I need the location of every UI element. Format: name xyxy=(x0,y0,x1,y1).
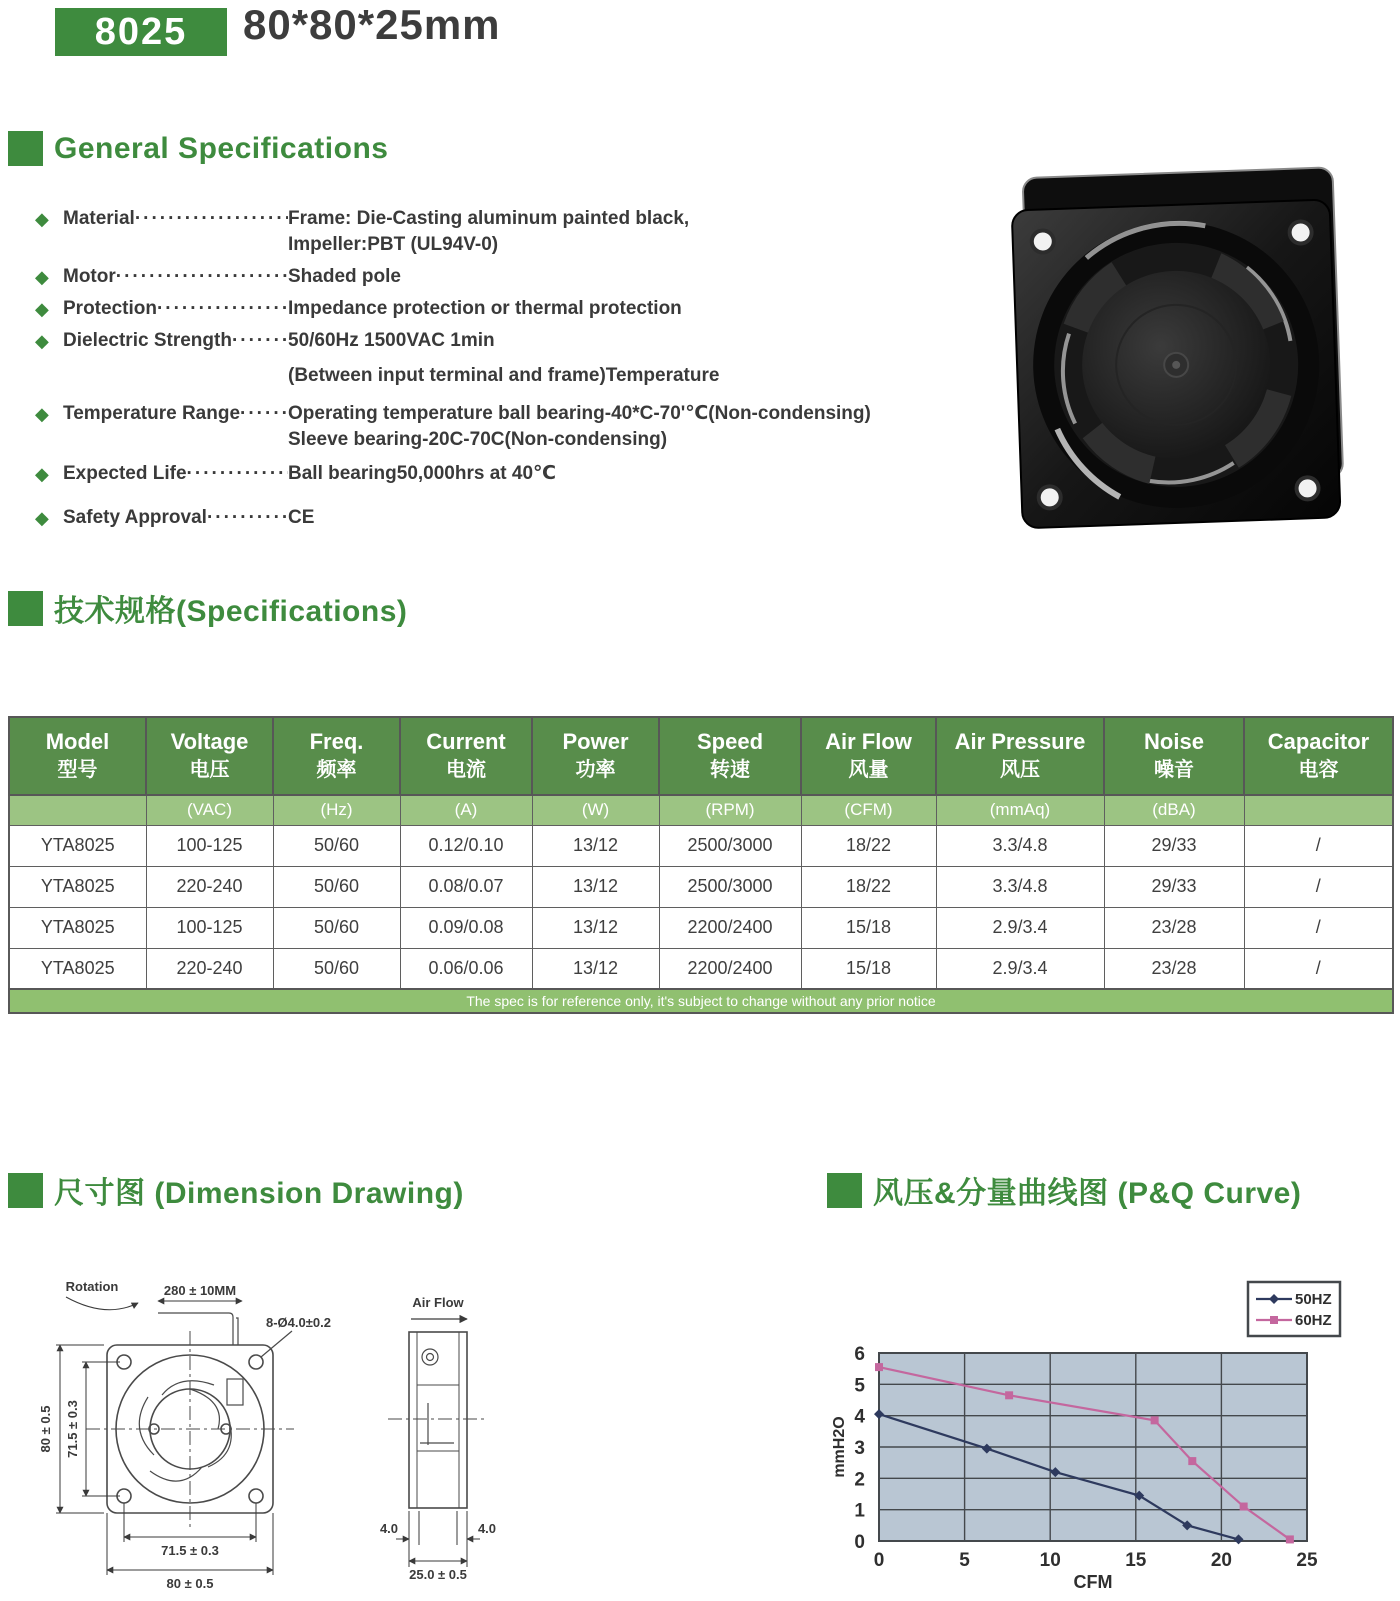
table-cell: 220-240 xyxy=(146,948,273,989)
table-cell: YTA8025 xyxy=(9,948,146,989)
y-tick-label: 3 xyxy=(854,1438,865,1459)
table-cell: 18/22 xyxy=(801,866,936,907)
dim-flange-left: 4.0 xyxy=(379,1521,399,1536)
column-header: Current 电流 xyxy=(400,717,532,795)
spec-item-protection xyxy=(35,296,980,322)
dotted-leader xyxy=(207,505,288,531)
column-header: Air Flow 风量 xyxy=(801,717,936,795)
column-unit: (Hz) xyxy=(273,795,400,825)
data-point-marker xyxy=(1005,1391,1013,1399)
table-cell: 3.3/4.8 xyxy=(936,866,1104,907)
table-cell: 15/18 xyxy=(801,948,936,989)
column-unit: (VAC) xyxy=(146,795,273,825)
y-tick-label: 5 xyxy=(854,1375,865,1397)
table-cell: 2.9/3.4 xyxy=(936,907,1104,948)
dotted-leader xyxy=(116,264,288,290)
spec-item-expected-life xyxy=(35,461,980,487)
spec-label: Safety Approval xyxy=(63,507,207,528)
green-square-icon xyxy=(8,591,43,626)
fan-photo xyxy=(995,165,1350,543)
table-cell: 13/12 xyxy=(532,866,659,907)
dotted-leader xyxy=(187,461,288,487)
spec-value-line: 50/60Hz 1500VAC 1min xyxy=(288,330,495,351)
dim-depth: 25.0 ± 0.5 xyxy=(409,1567,467,1582)
table-cell: / xyxy=(1244,825,1393,866)
column-unit: (CFM) xyxy=(801,795,936,825)
y-tick-label: 6 xyxy=(854,1344,865,1365)
dim-air-flow-label: Air Flow xyxy=(412,1295,464,1310)
column-unit xyxy=(9,795,146,825)
table-cell: 29/33 xyxy=(1104,866,1244,907)
column-header: Power 功率 xyxy=(532,717,659,795)
y-tick-label: 2 xyxy=(854,1469,865,1491)
column-header: Speed 转速 xyxy=(659,717,801,795)
table-cell: 2500/3000 xyxy=(659,866,801,907)
x-axis-label: CFM xyxy=(1073,1572,1113,1592)
page-title: 80*80*25mm xyxy=(243,1,501,48)
table-row xyxy=(9,866,1393,907)
spec-item-motor xyxy=(35,264,980,290)
spec-value-line: Impedance protection or thermal protection xyxy=(288,298,682,319)
table-row xyxy=(9,825,1393,866)
table-cell: 100-125 xyxy=(146,907,273,948)
table-cell: YTA8025 xyxy=(9,866,146,907)
diamond-bullet-icon: ◆ xyxy=(35,404,49,424)
spec-table xyxy=(8,716,1394,1014)
table-cell: 50/60 xyxy=(273,907,400,948)
column-unit: (W) xyxy=(532,795,659,825)
x-tick-label: 10 xyxy=(1039,1550,1061,1571)
table-cell: 0.09/0.08 xyxy=(400,907,532,948)
table-cell: 0.06/0.06 xyxy=(400,948,532,989)
dim-holes-label: 8-Ø4.0±0.2 xyxy=(266,1315,331,1330)
spec-value-line: Ball bearing50,000hrs at 40℃ xyxy=(288,463,557,484)
diamond-bullet-icon: ◆ xyxy=(35,299,49,319)
spec-value-line: (Between input terminal and frame)Temperature xyxy=(288,365,720,386)
dim-height-inner: 71.5 ± 0.3 xyxy=(65,1400,80,1458)
column-header: Freq. 频率 xyxy=(273,717,400,795)
diamond-bullet-icon: ◆ xyxy=(35,508,49,528)
spec-item-safety-approval xyxy=(35,505,980,531)
spec-label: Expected Life xyxy=(63,463,187,484)
table-footnote: The spec is for reference only, it's subject to change without any prior notice xyxy=(9,989,1393,1013)
table-cell: 3.3/4.8 xyxy=(936,825,1104,866)
table-cell: / xyxy=(1244,907,1393,948)
table-cell: 13/12 xyxy=(532,907,659,948)
pq-chart-svg xyxy=(830,1270,1395,1601)
model-badge-text: 8025 xyxy=(94,10,188,53)
table-cell: 50/60 xyxy=(273,948,400,989)
diamond-bullet-icon: ◆ xyxy=(35,464,49,484)
table-cell: 100-125 xyxy=(146,825,273,866)
y-tick-label: 1 xyxy=(854,1500,865,1522)
table-cell: 2200/2400 xyxy=(659,948,801,989)
table-cell: 50/60 xyxy=(273,866,400,907)
spec-value-line: Frame: Die-Casting aluminum painted black, xyxy=(288,208,690,229)
data-point-marker xyxy=(875,1363,883,1371)
section-title: 技术规格(Specifications) xyxy=(54,595,408,628)
dotted-leader xyxy=(232,328,288,354)
pq-chart xyxy=(830,1270,1395,1601)
table-row xyxy=(9,907,1393,948)
spec-value-line: Sleeve bearing-20C-70C(Non-condensing) xyxy=(288,429,668,450)
table-cell: 18/22 xyxy=(801,825,936,866)
spec-value-line: CE xyxy=(288,507,315,528)
legend-label: 50HZ xyxy=(1295,1291,1332,1308)
section-title: 风压&分量曲线图 (P&Q Curve) xyxy=(873,1177,1302,1210)
table-cell: / xyxy=(1244,866,1393,907)
section-title: General Specifications xyxy=(54,131,389,165)
table-cell: 0.12/0.10 xyxy=(400,825,532,866)
diamond-bullet-icon: ◆ xyxy=(35,331,49,351)
table-cell: 2500/3000 xyxy=(659,825,801,866)
dotted-leader xyxy=(157,296,288,322)
dimension-drawing xyxy=(30,1245,710,1601)
dim-width-outer: 80 ± 0.5 xyxy=(166,1576,214,1591)
data-point-marker xyxy=(1188,1457,1196,1465)
spec-label: Temperature Range xyxy=(63,403,241,424)
column-header: Noise 噪音 xyxy=(1104,717,1244,795)
table-cell: 50/60 xyxy=(273,825,400,866)
table-cell: 13/12 xyxy=(532,825,659,866)
diamond-bullet-icon: ◆ xyxy=(35,209,49,229)
dim-width-inner: 71.5 ± 0.3 xyxy=(161,1543,219,1558)
spec-label: Material xyxy=(63,208,135,229)
table-cell: 23/28 xyxy=(1104,948,1244,989)
legend-label: 60HZ xyxy=(1295,1312,1332,1329)
column-unit: (dBA) xyxy=(1104,795,1244,825)
data-point-marker xyxy=(1240,1503,1248,1511)
table-row xyxy=(9,948,1393,989)
column-header: Model 型号 xyxy=(9,717,146,795)
section-specifications xyxy=(8,586,407,630)
table-cell: 2200/2400 xyxy=(659,907,801,948)
spec-label: Dielectric Strength xyxy=(63,330,232,351)
dim-height-outer: 80 ± 0.5 xyxy=(38,1405,53,1453)
column-unit: (mmAq) xyxy=(936,795,1104,825)
column-header: Air Pressure 风压 xyxy=(936,717,1104,795)
column-unit: (RPM) xyxy=(659,795,801,825)
table-cell: 0.08/0.07 xyxy=(400,866,532,907)
column-header: Voltage 电压 xyxy=(146,717,273,795)
section-general-specs xyxy=(8,131,388,166)
x-tick-label: 20 xyxy=(1210,1550,1232,1571)
column-header: Capacitor 电容 xyxy=(1244,717,1393,795)
general-spec-list xyxy=(35,206,980,531)
table-cell: YTA8025 xyxy=(9,907,146,948)
green-square-icon xyxy=(8,1173,43,1208)
table-cell: 15/18 xyxy=(801,907,936,948)
section-dimension-drawing xyxy=(8,1168,464,1212)
table-cell: 29/33 xyxy=(1104,825,1244,866)
green-square-icon xyxy=(8,131,43,166)
y-tick-label: 4 xyxy=(854,1406,865,1428)
green-square-icon xyxy=(827,1173,862,1208)
table-cell: / xyxy=(1244,948,1393,989)
dim-wire-length: 280 ± 10MM xyxy=(163,1283,237,1298)
data-point-marker xyxy=(1286,1535,1294,1543)
y-axis-label: mmH2O xyxy=(831,1416,848,1478)
spec-value-line: Impeller:PBT (UL94V-0) xyxy=(288,234,499,255)
table-cell: YTA8025 xyxy=(9,825,146,866)
section-pq-curve xyxy=(827,1168,1301,1212)
spec-item-material xyxy=(35,206,980,258)
spec-label: Motor xyxy=(63,266,116,287)
y-tick-label: 0 xyxy=(854,1532,865,1553)
table-cell: 2.9/3.4 xyxy=(936,948,1104,989)
dotted-leader xyxy=(135,206,288,232)
x-tick-label: 0 xyxy=(873,1550,885,1571)
table-cell: 23/28 xyxy=(1104,907,1244,948)
data-point-marker xyxy=(1270,1316,1278,1324)
spec-item-temperature-range xyxy=(35,401,980,453)
x-tick-label: 5 xyxy=(959,1550,970,1571)
model-badge xyxy=(55,8,227,56)
dotted-leader xyxy=(240,401,288,427)
spec-value-line: Shaded pole xyxy=(288,266,401,287)
spec-label: Protection xyxy=(63,298,157,319)
spec-value-line: Operating temperature ball bearing-40*C-70'℃(Non-condensing) xyxy=(288,403,871,424)
column-unit: (A) xyxy=(400,795,532,825)
table-cell: 220-240 xyxy=(146,866,273,907)
spec-item-dielectric-strength xyxy=(35,328,980,389)
dim-flange-right: 4.0 xyxy=(477,1521,497,1536)
dim-rotation-label: Rotation xyxy=(65,1279,119,1294)
section-title: 尺寸图 (Dimension Drawing) xyxy=(54,1177,464,1210)
x-tick-label: 15 xyxy=(1125,1550,1147,1571)
data-point-marker xyxy=(1151,1416,1159,1424)
table-cell: 13/12 xyxy=(532,948,659,989)
x-tick-label: 25 xyxy=(1296,1550,1318,1571)
diamond-bullet-icon: ◆ xyxy=(35,267,49,287)
column-unit xyxy=(1244,795,1393,825)
